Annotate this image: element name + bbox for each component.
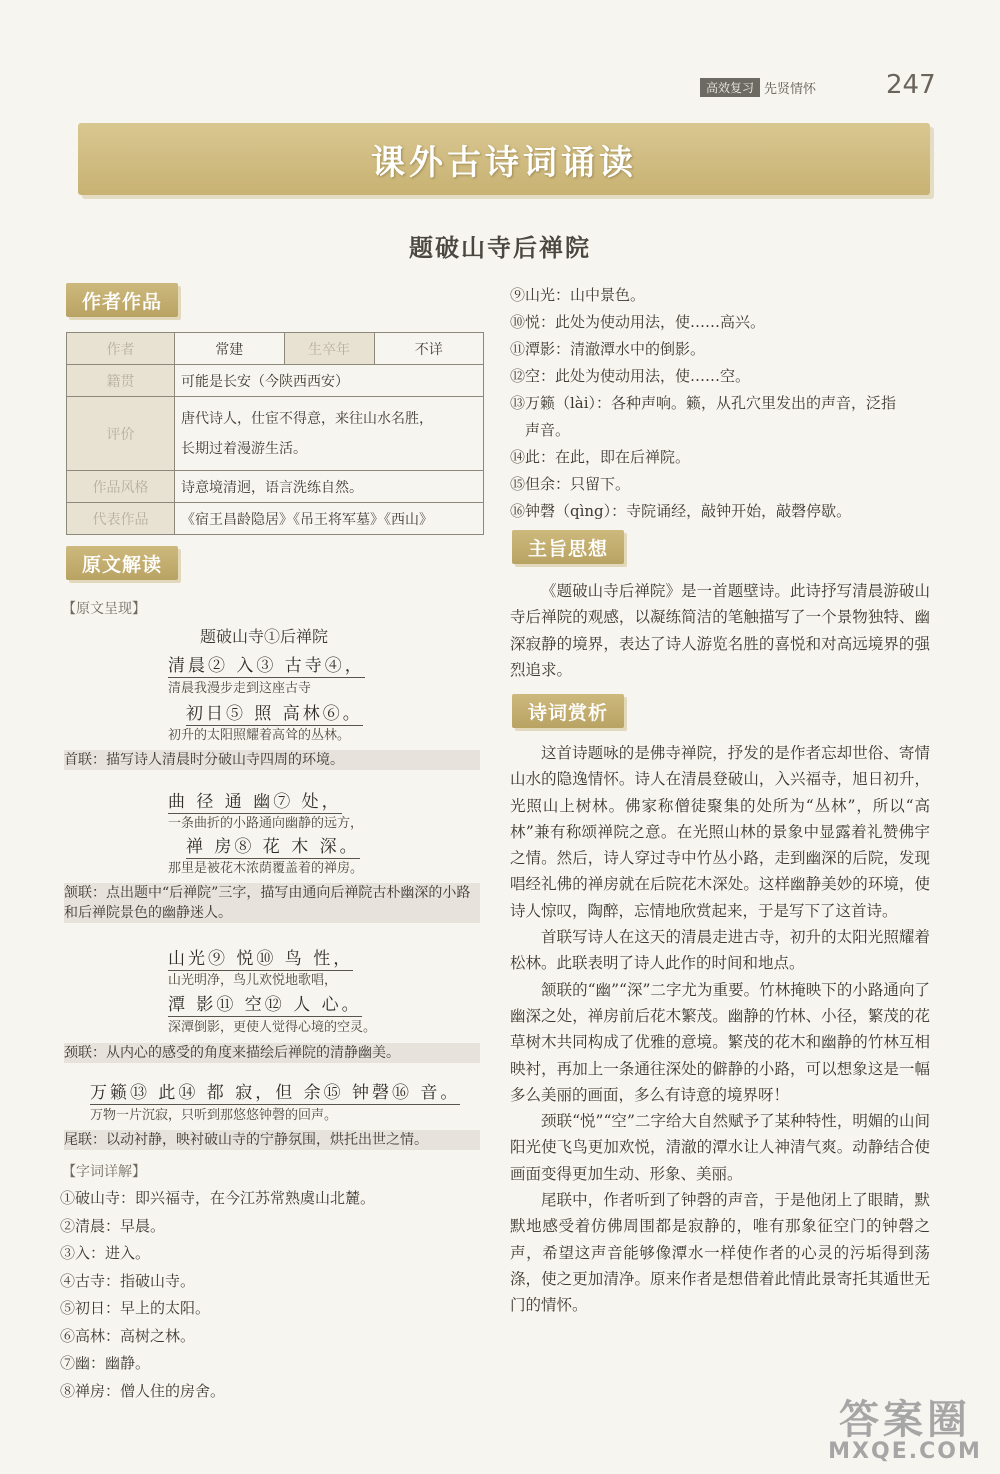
- theme-text: 《题破山寺后禅院》是一首题壁诗。此诗抒写清晨游破山寺后禅院的观感，以凝练简洁的笔触描写了一个景物独特、幽深寂静的境界，表达了诗人游览名胜的喜悦和对高远境界的强烈追求。: [510, 582, 930, 679]
- section-theme-label: 主旨思想: [512, 530, 624, 564]
- poem-gloss-4: 那里是被花木浓荫覆盖着的禅房。: [168, 861, 364, 876]
- table-style-label: 作品风格: [67, 471, 175, 503]
- poem-note-2-text: 颔联：点出题中“后禅院”三字，描写由通向后禅院古朴幽深的小路和后禅院景色的幽静迷人。: [64, 885, 471, 921]
- poem-note-1: [64, 750, 480, 770]
- glossary-item: ⑤初日：早上的太阳。: [60, 1299, 211, 1317]
- table-years: 不详: [374, 333, 484, 365]
- watermark: [820, 1388, 990, 1468]
- author-info-table: [66, 332, 484, 535]
- glossary-item: ②清晨：早晨。: [60, 1216, 166, 1235]
- poem-gloss-2: 初升的太阳照耀着高耸的丛林。: [168, 728, 351, 743]
- poem-note-4-text: 尾联：以动衬静，映衬破山寺的宁静氛围，烘托出世之情。: [64, 1132, 428, 1148]
- appreciation-body: [510, 740, 930, 1319]
- glossary-item: 声音。: [510, 421, 571, 439]
- poem-line-7: 万籁⑬ 此⑭ 都 寂，但 余⑮ 钟磬⑯ 音。: [90, 1078, 460, 1105]
- glossary-item: ⑭此：在此，即在后禅院。: [510, 448, 691, 466]
- appreciation-paragraph: 首联写诗人在这天的清晨走进古寺，初升的太阳光照耀着松林。此联表明了诗人此作的时间和地点。: [510, 928, 930, 973]
- section-text-label: 原文解读: [66, 546, 178, 580]
- glossary-item: ①破山寺：即兴福寺，在今江苏常熟虞山北麓。: [60, 1189, 376, 1207]
- poem-gloss-3: 一条曲折的小路通向幽静的远方，: [168, 816, 364, 831]
- original-text-label: 【原文呈现】: [62, 601, 146, 617]
- glossary-item: ⑯钟磬（qìng）：寺院诵经，敲钟开始，敲磬停歇。: [510, 502, 852, 520]
- appreciation-paragraph: 颈联“悦”“空”二字给大自然赋予了某种特性，明媚的山间阳光使飞鸟更加欢悦，清澈的潭水让人神清气爽。动静结合使画面变得更加生动、形象、美丽。: [510, 1112, 930, 1183]
- glossary-item: ④古寺：指破山寺。: [60, 1271, 196, 1290]
- poem-note-4: [64, 1130, 480, 1150]
- header-tab: [700, 78, 816, 96]
- table-home-label: 籍贯: [67, 365, 175, 397]
- glossary-item: ⑦幽：幽静。: [60, 1354, 151, 1372]
- table-years-label: 生卒年: [284, 333, 374, 365]
- header-tab-light: 先贤情怀: [764, 81, 817, 97]
- original-poem-title: 题破山寺①后禅院: [200, 627, 329, 646]
- poem-note-1-text: 首联：描写诗人清晨时分破山寺四周的环境。: [64, 752, 344, 768]
- table-style: 诗意境清迥，语言洗练自然。: [175, 471, 484, 503]
- section-author-label: 作者作品: [66, 283, 178, 317]
- chapter-title: 课外古诗词诵读: [371, 142, 637, 183]
- table-works: 《宿王昌龄隐居》《吊王将军墓》《西山》: [175, 503, 484, 535]
- poem-gloss-5: 山光明净，鸟儿欢悦地歌唱，: [168, 973, 338, 988]
- poem-gloss-6: 深潭倒影，更使人觉得心境的空灵。: [168, 1020, 377, 1035]
- watermark-logo-text: 答案圈: [839, 1397, 971, 1443]
- glossary-list-left: [60, 1185, 490, 1405]
- appreciation-paragraph: 尾联中，作者听到了钟磬的声音，于是他闭上了眼睛，默默地感受着仿佛周围都是寂静的，唯有那象征空门的钟磬之声，希望这声音能够像潭水一样使作者的心灵的污垢得到荡涤，使之更加清净。原来作者是想借着此情此景寄托其遁世无门的情怀。: [510, 1191, 930, 1315]
- section-appreciation-label: 诗词赏析: [512, 694, 624, 728]
- glossary-item: ⑮但余：只留下。: [510, 475, 631, 493]
- appreciation-paragraph: 颔联的“幽”“深”二字尤为重要。竹林掩映下的小路通向了幽深之处，禅房前后花木繁茂。幽静的竹林、小径，繁茂的花草树木共同构成了优雅的意境。繁茂的花木和幽静的竹林互相映衬，再加上一条通往深处的僻静的小路，可以想象这是一幅多么美丽的画面，多么有诗意的境界呀！: [510, 980, 930, 1104]
- table-author: 常建: [175, 333, 285, 365]
- poem-line-4: 禅 房⑧ 花 木 深。: [186, 832, 360, 859]
- poem-title: 题破山寺后禅院: [409, 234, 591, 262]
- glossary-label: 【字词详解】: [62, 1164, 146, 1180]
- table-works-label: 代表作品: [67, 503, 175, 535]
- glossary-list-right: [510, 282, 930, 525]
- table-eval-line-1: 唐代诗人，仕宦不得意，来往山水名胜，: [181, 410, 433, 427]
- poem-note-2: [64, 883, 480, 923]
- poem-line-1: 清晨② 入③ 古寺④，: [168, 651, 365, 678]
- glossary-item: ⑩悦：此处为使动用法，使……高兴。: [510, 313, 766, 331]
- glossary-item: ⑬万籁（lài）：各种声响。籁，从孔穴里发出的声音，泛指: [510, 394, 897, 412]
- theme-paragraph: [510, 578, 930, 683]
- poem-gloss-7: 万物一片沉寂，只听到那悠悠钟磬的回声。: [90, 1108, 338, 1123]
- poem-line-5: 山光⑨ 悦⑩ 鸟 性，: [168, 944, 353, 971]
- table-author-label: 作者: [67, 333, 175, 365]
- glossary-item: ⑨山光：山中景色。: [510, 286, 646, 304]
- poem-line-2: 初日⑤ 照 高林⑥。: [186, 699, 363, 726]
- poem-note-3-text: 颈联：从内心的感受的角度来描绘后禅院的清静幽美。: [64, 1045, 400, 1061]
- table-eval-label: 评价: [67, 397, 175, 471]
- appreciation-paragraph: 这首诗题咏的是佛寺禅院，抒发的是作者忘却世俗、寄情山水的隐逸情怀。诗人在清晨登破山，入兴福寺，旭日初升，光照山上树林。佛家称僧徒聚集的处所为“丛林”，所以“高林”兼有称颂禅院之意。在光照山林的景象中显露着礼赞佛宇之情。然后，诗人穿过寺中竹丛小路，走到幽深的后院，发现唱经礼佛的禅房就在后院花木深处。这样幽静美妙的环境，使诗人惊叹，陶醉，忘情地欣赏起来，于是写下了这首诗。: [510, 744, 930, 920]
- poem-gloss-1: 清晨我漫步走到这座古寺: [168, 681, 312, 696]
- page-number: 247: [886, 70, 936, 100]
- table-eval-line-2: 长期过着漫游生活。: [181, 440, 307, 457]
- glossary-item: ⑪潭影：清澈潭水中的倒影。: [510, 340, 706, 358]
- chapter-banner: [78, 123, 930, 195]
- glossary-item: ⑫空：此处为使动用法，使……空。: [510, 367, 751, 385]
- glossary-item: ⑧禅房：僧人住的房舍。: [60, 1381, 226, 1400]
- watermark-url: MXQE.COM: [828, 1439, 982, 1464]
- glossary-item: ⑥高林：高树之林。: [60, 1326, 196, 1345]
- poem-line-6: 潭 影⑪ 空⑫ 人 心。: [168, 990, 362, 1017]
- table-home: 可能是长安（今陕西西安）: [175, 365, 484, 397]
- header-tab-dark: 高效复习: [700, 78, 760, 97]
- poem-note-3: [64, 1043, 480, 1063]
- poem-line-3: 曲 径 通 幽⑦ 处，: [168, 787, 342, 814]
- glossary-item: ③入：进入。: [60, 1244, 151, 1262]
